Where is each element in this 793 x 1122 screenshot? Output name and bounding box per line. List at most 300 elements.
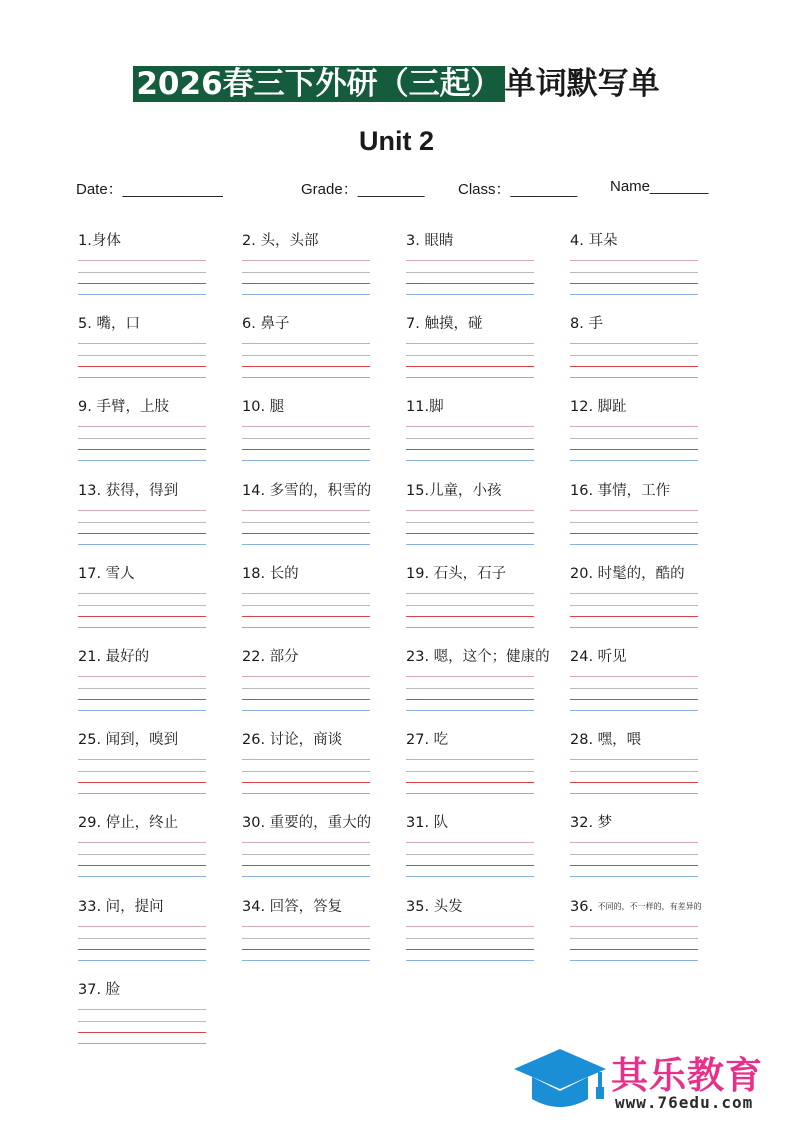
word-label	[242, 648, 299, 666]
word-number: 26.	[242, 732, 270, 749]
word-item	[78, 898, 210, 968]
word-meaning: 嗯，这个；健康的	[433, 649, 550, 665]
writing-line	[242, 593, 370, 594]
word-number: 31.	[406, 815, 434, 832]
word-label	[78, 981, 120, 999]
word-meaning: 鼻子	[260, 316, 290, 333]
word-meaning: 眼睛	[424, 233, 454, 249]
word-number: 30.	[242, 815, 270, 832]
word-number: 37.	[78, 981, 106, 998]
title-wrap	[0, 62, 793, 106]
word-meaning: 脸	[105, 981, 121, 998]
writing-line	[406, 688, 534, 689]
writing-line	[78, 343, 206, 344]
writing-line	[570, 688, 698, 689]
word-label	[406, 648, 550, 666]
writing-line	[78, 283, 206, 284]
word-meaning: 石头，石子	[433, 565, 507, 582]
writing-line	[242, 366, 370, 367]
writing-line	[570, 438, 698, 439]
title-rest: 单词默写单	[504, 66, 660, 102]
word-meaning: 脚	[429, 399, 444, 416]
word-label	[242, 398, 284, 416]
word-label	[406, 398, 444, 416]
writing-line	[78, 366, 206, 367]
word-item	[570, 898, 702, 968]
writing-line	[242, 510, 370, 511]
writing-line	[570, 426, 698, 427]
writing-line	[406, 842, 534, 843]
word-item	[242, 482, 374, 552]
word-meaning: 嘴，口	[96, 316, 140, 333]
writing-line	[570, 460, 698, 461]
word-item	[406, 398, 538, 468]
word-label	[78, 315, 140, 333]
word-label	[242, 898, 342, 916]
writing-line	[406, 355, 534, 356]
writing-line	[570, 771, 698, 772]
word-item	[242, 898, 374, 968]
writing-line	[78, 949, 206, 950]
word-meaning: 获得，得到	[105, 482, 179, 499]
writing-line	[570, 710, 698, 711]
writing-line	[570, 366, 698, 367]
writing-line	[242, 283, 370, 284]
writing-line	[78, 522, 206, 523]
writing-line	[406, 460, 534, 461]
word-item	[78, 565, 210, 635]
writing-line	[242, 699, 370, 700]
writing-line	[242, 522, 370, 523]
writing-line	[570, 593, 698, 594]
word-label	[406, 814, 448, 832]
word-item	[406, 814, 538, 884]
word-meaning: 雪人	[105, 565, 135, 582]
writing-line	[570, 272, 698, 273]
word-label	[570, 731, 641, 749]
writing-line	[406, 593, 534, 594]
writing-line	[242, 710, 370, 711]
word-item	[78, 398, 210, 468]
writing-line	[242, 460, 370, 461]
writing-line	[78, 460, 206, 461]
writing-line	[78, 1043, 206, 1044]
writing-line	[406, 522, 534, 523]
writing-line	[406, 343, 534, 344]
word-number: 9.	[78, 399, 97, 416]
word-number: 11.	[406, 399, 430, 416]
writing-line	[242, 438, 370, 439]
writing-line	[406, 759, 534, 760]
writing-line	[570, 510, 698, 511]
writing-line	[78, 676, 206, 677]
word-meaning: 听见	[597, 649, 627, 665]
writing-line	[570, 865, 698, 866]
word-item	[570, 315, 702, 385]
word-item	[570, 232, 702, 302]
writing-line	[406, 272, 534, 273]
writing-line	[406, 938, 534, 939]
writing-line	[570, 949, 698, 950]
word-item	[242, 814, 374, 884]
word-number: 8.	[570, 316, 589, 333]
word-number: 3.	[406, 233, 425, 249]
writing-line	[78, 510, 206, 511]
writing-line	[242, 676, 370, 677]
writing-line	[406, 260, 534, 261]
word-item	[570, 565, 702, 635]
writing-line	[570, 627, 698, 628]
word-item	[78, 232, 210, 302]
word-number: 18.	[242, 565, 270, 582]
title-highlight: 2026春三下外研（三起）	[133, 66, 504, 102]
word-item	[78, 648, 210, 718]
word-label	[570, 482, 670, 500]
writing-line	[406, 449, 534, 450]
writing-line	[78, 593, 206, 594]
writing-line	[78, 771, 206, 772]
writing-line	[78, 699, 206, 700]
writing-line	[570, 793, 698, 794]
logo-name: 其乐教育	[611, 1054, 763, 1097]
word-label	[78, 648, 149, 666]
writing-line	[78, 960, 206, 961]
writing-line	[242, 876, 370, 877]
writing-line	[78, 865, 206, 866]
writing-line	[78, 355, 206, 356]
writing-line	[242, 842, 370, 843]
word-number: 10.	[242, 399, 270, 416]
writing-line	[78, 272, 206, 273]
writing-line	[406, 283, 534, 284]
writing-line	[406, 699, 534, 700]
word-label	[242, 814, 371, 832]
word-number: 13.	[78, 482, 106, 499]
name-field: Name_______	[610, 178, 709, 195]
writing-line	[406, 627, 534, 628]
word-item	[570, 731, 702, 801]
word-number: 12.	[570, 399, 598, 416]
writing-line	[406, 926, 534, 927]
word-number: 22.	[242, 649, 270, 665]
word-meaning: 长的	[269, 565, 299, 582]
word-label	[242, 731, 342, 749]
writing-line	[406, 366, 534, 367]
word-label	[570, 232, 617, 250]
writing-line	[406, 865, 534, 866]
writing-line	[78, 1032, 206, 1033]
word-label	[78, 898, 164, 916]
writing-line	[242, 960, 370, 961]
word-number: 17.	[78, 565, 106, 582]
writing-line	[242, 688, 370, 689]
word-meaning: 嘿，喂	[597, 732, 642, 749]
word-number: 35.	[406, 898, 434, 915]
writing-line	[242, 771, 370, 772]
word-item	[242, 565, 374, 635]
word-number: 14.	[242, 482, 270, 499]
word-item	[406, 648, 550, 718]
word-label	[78, 814, 178, 832]
word-item	[78, 731, 210, 801]
word-number: 19.	[406, 565, 434, 582]
word-meaning: 触摸，碰	[424, 316, 483, 333]
word-item	[570, 814, 702, 884]
word-label	[570, 398, 627, 416]
writing-line	[406, 605, 534, 606]
word-item	[406, 315, 538, 385]
word-item	[406, 565, 538, 635]
word-meaning: 队	[433, 815, 449, 832]
word-number: 23.	[406, 649, 434, 665]
writing-line	[78, 426, 206, 427]
word-item	[406, 482, 538, 552]
word-number: 32.	[570, 815, 598, 832]
word-label	[406, 482, 502, 500]
word-label	[406, 315, 482, 333]
word-item	[570, 648, 702, 718]
word-number: 4.	[570, 233, 589, 249]
word-item	[406, 232, 538, 302]
writing-line	[242, 260, 370, 261]
word-number: 25.	[78, 732, 106, 749]
word-number: 20.	[570, 565, 598, 582]
writing-line	[406, 793, 534, 794]
writing-line	[570, 759, 698, 760]
writing-line	[242, 533, 370, 534]
writing-line	[570, 355, 698, 356]
writing-line	[242, 426, 370, 427]
writing-line	[406, 438, 534, 439]
word-meaning: 讨论，商谈	[269, 732, 343, 749]
writing-line	[406, 782, 534, 783]
writing-line	[570, 876, 698, 877]
word-number: 24.	[570, 649, 598, 665]
word-number: 2.	[242, 233, 261, 249]
brand-logo	[512, 1045, 782, 1117]
word-label	[406, 565, 506, 583]
word-meaning: 脚趾	[597, 399, 627, 416]
writing-line	[78, 627, 206, 628]
class-field: Class：________	[458, 181, 578, 198]
writing-line	[242, 272, 370, 273]
writing-line	[78, 260, 206, 261]
word-label	[78, 731, 178, 749]
writing-line	[242, 343, 370, 344]
word-meaning: 耳朵	[588, 233, 618, 249]
word-number: 34.	[242, 898, 270, 915]
word-label	[406, 232, 453, 250]
word-label	[242, 482, 371, 500]
word-number: 1.	[78, 233, 92, 249]
word-meaning: 头，头部	[260, 233, 319, 249]
word-item	[570, 398, 702, 468]
writing-line	[78, 782, 206, 783]
writing-line	[242, 377, 370, 378]
word-label	[78, 565, 135, 583]
writing-line	[406, 533, 534, 534]
writing-line	[570, 522, 698, 523]
word-label	[570, 898, 702, 916]
word-number: 5.	[78, 316, 97, 333]
graduation-cap-icon	[512, 1045, 608, 1115]
writing-line	[570, 343, 698, 344]
writing-line	[406, 676, 534, 677]
writing-line	[242, 938, 370, 939]
writing-line	[78, 688, 206, 689]
writing-line	[242, 759, 370, 760]
word-label	[570, 648, 627, 666]
word-label	[78, 482, 178, 500]
word-meaning: 多雪的，积雪的	[269, 482, 372, 499]
word-meaning: 事情，工作	[597, 482, 671, 499]
word-label	[570, 565, 685, 583]
grade-field: Grade：________	[301, 181, 425, 198]
writing-line	[406, 426, 534, 427]
writing-line	[570, 926, 698, 927]
writing-line	[78, 793, 206, 794]
writing-line	[78, 759, 206, 760]
writing-line	[406, 616, 534, 617]
word-label	[78, 232, 121, 250]
word-label	[570, 315, 603, 333]
word-label	[242, 232, 318, 250]
writing-line	[78, 616, 206, 617]
word-number: 7.	[406, 316, 425, 333]
writing-line	[570, 699, 698, 700]
word-meaning: 重要的，重大的	[269, 815, 372, 832]
writing-line	[406, 377, 534, 378]
word-number: 21.	[78, 649, 106, 665]
writing-line	[78, 1021, 206, 1022]
writing-line	[406, 710, 534, 711]
word-label	[406, 898, 463, 916]
word-item	[242, 648, 374, 718]
word-meaning: 问，提问	[105, 898, 164, 915]
word-meaning: 回答，答复	[269, 898, 343, 915]
writing-line	[242, 854, 370, 855]
writing-line	[570, 938, 698, 939]
word-meaning: 身体	[91, 233, 121, 249]
page-title	[133, 62, 659, 106]
writing-line	[406, 876, 534, 877]
word-item	[242, 315, 374, 385]
word-number: 28.	[570, 732, 598, 749]
writing-line	[570, 605, 698, 606]
word-meaning: 时髦的，酷的	[597, 565, 685, 582]
word-label	[78, 398, 169, 416]
word-item	[242, 232, 374, 302]
word-meaning: 手臂，上肢	[96, 399, 169, 416]
writing-line	[406, 949, 534, 950]
word-item	[406, 898, 538, 968]
writing-line	[242, 865, 370, 866]
word-number: 16.	[570, 482, 598, 499]
unit-heading: Unit 2	[358, 126, 434, 156]
writing-line	[242, 627, 370, 628]
writing-line	[570, 260, 698, 261]
writing-line	[570, 283, 698, 284]
writing-line	[78, 544, 206, 545]
writing-line	[78, 710, 206, 711]
writing-line	[406, 854, 534, 855]
writing-line	[406, 544, 534, 545]
word-item	[78, 482, 210, 552]
word-meaning: 不同的，不一样的，有差异的	[597, 901, 702, 911]
writing-line	[406, 960, 534, 961]
writing-line	[570, 294, 698, 295]
word-meaning: 儿童，小孩	[429, 482, 502, 499]
writing-line	[406, 294, 534, 295]
writing-line	[78, 438, 206, 439]
writing-line	[570, 544, 698, 545]
writing-line	[78, 1009, 206, 1010]
word-meaning: 停止，终止	[105, 815, 179, 832]
writing-line	[570, 782, 698, 783]
writing-line	[570, 533, 698, 534]
word-item	[78, 315, 210, 385]
writing-line	[242, 782, 370, 783]
word-meaning: 腿	[269, 399, 285, 416]
writing-line	[78, 533, 206, 534]
word-label	[242, 565, 299, 583]
word-number: 27.	[406, 732, 434, 749]
writing-line	[242, 355, 370, 356]
writing-line	[78, 605, 206, 606]
writing-line	[242, 616, 370, 617]
writing-line	[242, 544, 370, 545]
word-number: 36.	[570, 898, 598, 915]
word-number: 15.	[406, 482, 430, 499]
word-label	[406, 731, 448, 749]
writing-line	[78, 449, 206, 450]
word-label	[570, 814, 612, 832]
writing-line	[78, 854, 206, 855]
writing-line	[242, 294, 370, 295]
writing-line	[242, 926, 370, 927]
writing-line	[242, 605, 370, 606]
writing-line	[570, 377, 698, 378]
writing-line	[406, 771, 534, 772]
writing-line	[570, 449, 698, 450]
writing-line	[78, 377, 206, 378]
word-item	[406, 731, 538, 801]
word-item	[570, 482, 702, 552]
word-meaning: 闻到，嗅到	[105, 732, 179, 749]
word-number: 6.	[242, 316, 261, 333]
word-meaning: 部分	[269, 649, 299, 665]
writing-line	[78, 876, 206, 877]
word-meaning: 手	[588, 316, 603, 333]
writing-line	[570, 676, 698, 677]
writing-line	[570, 616, 698, 617]
writing-line	[242, 793, 370, 794]
word-meaning: 梦	[597, 815, 613, 832]
date-field: Date：____________	[76, 181, 223, 198]
logo-url: www.76edu.com	[615, 1093, 754, 1112]
word-item	[78, 814, 210, 884]
writing-line	[78, 926, 206, 927]
word-meaning: 头发	[433, 898, 463, 915]
word-number: 29.	[78, 815, 106, 832]
word-item	[242, 398, 374, 468]
writing-line	[78, 294, 206, 295]
word-meaning: 吃	[433, 732, 449, 749]
writing-line	[242, 449, 370, 450]
word-meaning: 最好的	[105, 649, 150, 665]
writing-line	[570, 854, 698, 855]
word-item	[78, 981, 210, 1051]
